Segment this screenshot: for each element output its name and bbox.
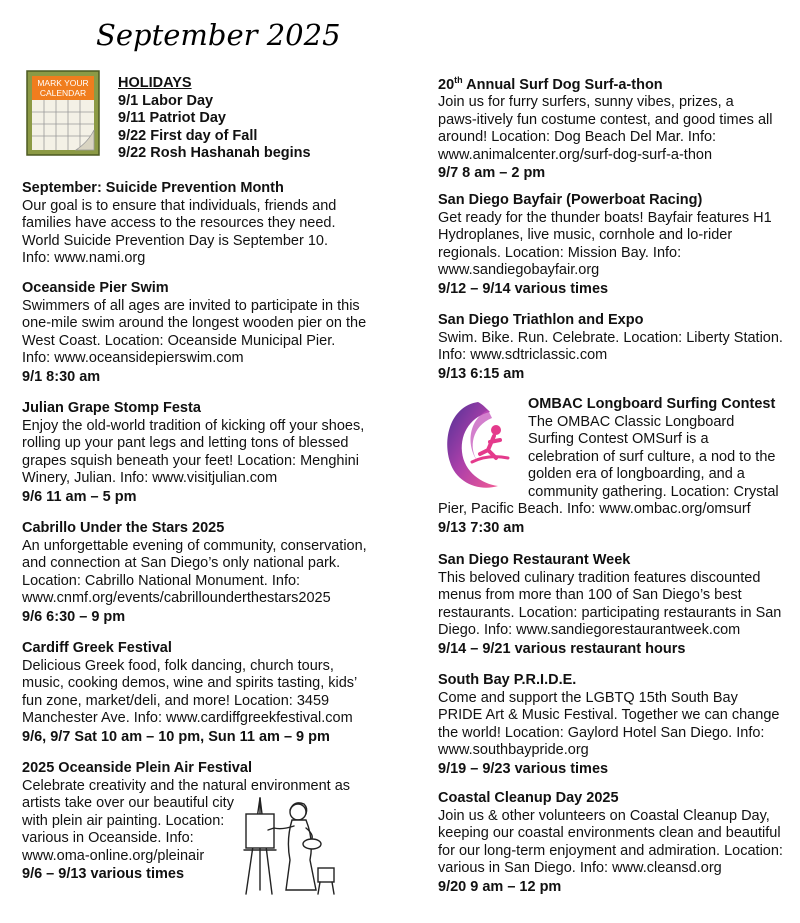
event-line: around! Location: Dog Beach Del Mar. Info: (438, 129, 717, 146)
event-line: Info: www.nami.org (22, 250, 146, 266)
event-when: 9/13 6:15 am (438, 365, 525, 382)
event-line: Pier, Pacific Beach. Info: www.ombac.org/omsurf (438, 501, 751, 517)
event-line: music, cooking demos, wine and spirits tasting, kids’ (22, 675, 358, 691)
event-title-rest: Annual Surf Dog Surf-a-thon (462, 76, 663, 93)
event-when: 9/20 9 am – 12 pm (438, 878, 562, 895)
event-line: Diego. Info: www.sandiegorestaurantweek.com (438, 622, 741, 638)
event-when: 9/13 7:30 am (438, 519, 525, 536)
event-line: Delicious Greek food, folk dancing, church tours, (22, 657, 334, 674)
holidays-heading: HOLIDAYS (118, 75, 192, 91)
event-cardiff-greek-festival (22, 640, 367, 746)
event-line: www.southbaypride.org (438, 742, 589, 758)
event-julian-grape-stomp (22, 400, 367, 506)
holiday-item: 9/22 Rosh Hashanah begins (118, 145, 311, 161)
event-line: www.animalcenter.org/surf-dog-surf-a-thon (438, 146, 713, 163)
event-line: Manchester Ave. Info: www.cardiffgreekfestival.com (22, 710, 353, 726)
event-coastal-cleanup-day (438, 790, 783, 896)
event-san-diego-bayfair (438, 192, 783, 298)
event-line: West Coast. Location: Oceanside Municipal Pier. (22, 332, 336, 349)
event-line: Swim. Bike. Run. Celebrate. Location: Liberty Station. (438, 329, 783, 346)
event-line: keeping our coastal environments clean and beautiful (438, 825, 781, 841)
event-line: one-mile swim around the longest wooden pier on the (22, 315, 367, 331)
event-line: Winery, Julian. Info: www.visitjulian.com (22, 470, 278, 486)
event-line: Info: www.oceansidepierswim.com (22, 350, 244, 366)
event-line: fun zone, market/deli, and more! Location: 3459 (22, 692, 330, 709)
event-title: Cabrillo Under the Stars 2025 (22, 520, 225, 536)
event-line: www.oma-online.org/pleinair (22, 847, 205, 864)
event-title: Julian Grape Stomp Festa (22, 400, 201, 416)
event-suicide-prevention (22, 180, 367, 268)
event-line: The OMBAC Classic Longboard (528, 413, 735, 430)
surfer-logo-icon (438, 396, 520, 496)
event-line: golden era of longboarding, and a (528, 466, 745, 482)
event-title-number: 20 (438, 76, 455, 93)
event-line: Location: Cabrillo National Monument. Info: (22, 572, 301, 589)
event-when: 9/6 – 9/13 various times (22, 866, 185, 882)
event-title-suffix: th (454, 75, 463, 85)
event-line: various in San Diego. Info: www.cleansd.org (438, 860, 722, 876)
event-title: San Diego Restaurant Week (438, 552, 631, 568)
event-title: San Diego Triathlon and Expo (438, 312, 644, 328)
event-title: Oceanside Pier Swim (22, 280, 169, 296)
event-line: grapes squish beneath your feet! Location: Menghini (22, 452, 359, 469)
event-when: 9/6 11 am – 5 pm (22, 488, 137, 505)
holiday-item: 9/1 Labor Day (118, 92, 214, 109)
event-surf-dog-surf-a-thon (438, 72, 783, 182)
event-line: Enjoy the old-world tradition of kicking off your shoes, (22, 417, 365, 434)
painter-illustration (232, 790, 340, 900)
event-text-full-width (438, 501, 783, 537)
event-title: 2025 Oceanside Plein Air Festival (22, 760, 252, 776)
event-line: various in Oceanside. Info: (22, 830, 194, 846)
event-line: www.sandiegobayfair.org (438, 262, 600, 278)
event-when: 9/1 8:30 am (22, 368, 101, 385)
event-title: September: Suicide Prevention Month (22, 180, 284, 196)
event-ombac-longboard-contest (438, 396, 783, 541)
event-line: Hydroplanes, live music, cornhole and lo-rider (438, 227, 733, 243)
event-line: An unforgettable evening of community, conservation, (22, 537, 367, 554)
event-line: PRIDE Art & Music Festival. Together we can change (438, 707, 780, 723)
event-line: Info: www.sdtriclassic.com (438, 347, 608, 363)
event-line: This beloved culinary tradition features discounted (438, 569, 761, 586)
event-when: 9/14 – 9/21 various restaurant hours (438, 640, 686, 657)
event-oceanside-pier-swim (22, 280, 367, 386)
event-line: Our goal is to ensure that individuals, friends and (22, 197, 337, 214)
event-text-wrapped (528, 396, 783, 501)
holidays-block (118, 75, 311, 163)
event-line: artists take over our beautiful city (22, 795, 234, 811)
event-line: World Suicide Prevention Day is September 10. (22, 232, 328, 249)
event-line: Get ready for the thunder boats! Bayfair features H1 (438, 209, 772, 226)
event-line: and connection at San Diego’s only national park. (22, 555, 341, 571)
event-title: South Bay P.R.I.D.E. (438, 672, 577, 688)
event-san-diego-triathlon (438, 312, 783, 383)
calendar-icon-line2: CALENDAR (39, 88, 87, 98)
holiday-item: 9/22 First day of Fall (118, 127, 258, 144)
event-title (438, 72, 783, 94)
event-line: Come and support the LGBTQ 15th South Bay (438, 689, 738, 706)
event-line: restaurants. Location: participating restaurants in San (438, 604, 782, 621)
event-south-bay-pride (438, 672, 783, 778)
event-line: rolling up your pant legs and letting tons of blessed (22, 435, 349, 451)
event-title: OMBAC Longboard Surfing Contest (528, 396, 776, 412)
event-cabrillo-under-the-stars (22, 520, 367, 626)
event-line: menus from more than 100 of San Diego’s best (438, 587, 742, 603)
event-line: Surfing Contest OMSurf is a (528, 431, 709, 447)
calendar-icon (26, 70, 100, 156)
event-line: Celebrate creativity and the natural environment as (22, 777, 351, 794)
event-line: celebration of surf culture, a nod to the (528, 448, 776, 465)
event-line: for our long-term enjoyment and admiration. Location: (438, 842, 783, 859)
event-line: www.cnmf.org/events/cabrillounderthestars2025 (22, 590, 331, 606)
event-title: Coastal Cleanup Day 2025 (438, 790, 619, 806)
page-title: September 2025 (96, 18, 341, 52)
event-line: Swimmers of all ages are invited to participate in this (22, 297, 360, 314)
event-line: Join us & other volunteers on Coastal Cleanup Day, (438, 807, 770, 824)
event-when: 9/19 – 9/23 various times (438, 760, 609, 777)
event-title: Cardiff Greek Festival (22, 640, 172, 656)
calendar-icon-line1: MARK YOUR (37, 78, 89, 88)
event-line: Join us for furry surfers, sunny vibes, prizes, a (438, 94, 734, 111)
event-when: 9/6 6:30 – 9 pm (22, 608, 126, 625)
event-line: families have access to the resources they need. (22, 215, 336, 231)
event-line: regionals. Location: Mission Bay. Info: (438, 244, 682, 261)
event-when: 9/7 8 am – 2 pm (438, 165, 546, 182)
event-restaurant-week (438, 552, 783, 658)
event-when: 9/12 – 9/14 various times (438, 280, 609, 297)
holiday-item: 9/11 Patriot Day (118, 110, 226, 126)
event-when: 9/6, 9/7 Sat 10 am – 10 pm, Sun 11 am – 9 pm (22, 728, 330, 745)
event-line: paws-itively fun costume contest, and good times all (438, 111, 773, 128)
event-title: San Diego Bayfair (Powerboat Racing) (438, 192, 703, 208)
event-line: with plein air painting. Location: (22, 812, 225, 829)
event-line: the world! Location: Gaylord Hotel San Diego. Info: (438, 724, 765, 741)
event-line: community gathering. Location: Crystal (528, 483, 779, 500)
